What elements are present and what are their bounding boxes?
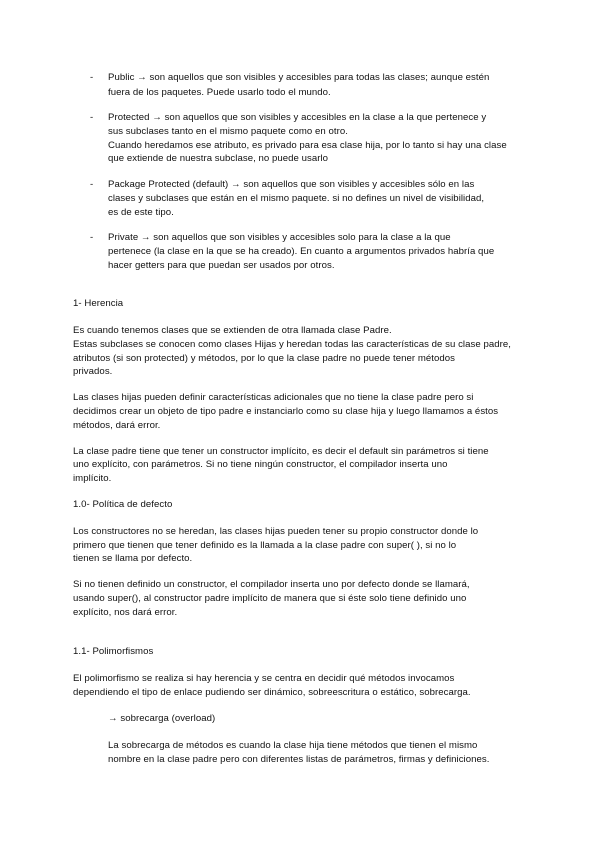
bullet-private-line-1: Private → son aquellos que son visibles y accesibles solo para la clase a la que: [108, 232, 451, 243]
bullet-marker: -: [90, 232, 94, 243]
herencia-p2-line-1: Las clases hijas pueden definir características adicionales que no tiene la clase padre pero si: [73, 392, 474, 403]
politica-p1-line-3: tienen se llama por defecto.: [73, 553, 193, 564]
bullet-marker: -: [90, 179, 94, 190]
bullet-marker: -: [90, 72, 94, 83]
bullet-protected-line-4: que extiende de nuestra subclase, no puede usarlo: [108, 153, 329, 164]
bullet-package-line-2: clases y subclases que están en el mismo paquete. si no defines un nivel de visibilidad,: [108, 193, 485, 204]
herencia-p3-line-2: uno explícito, con parámetros. Si no tiene ningún constructor, el compilador inserta uno: [73, 459, 448, 470]
bullet-marker: -: [90, 112, 94, 123]
politica-p1-line-1: Los constructores no se heredan, las clases hijas pueden tener su propio constructor donde lo: [73, 526, 479, 537]
herencia-p3-line-3: implícito.: [73, 473, 112, 484]
bullet-private-line-3: hacer getters para que puedan ser usados por otros.: [108, 260, 335, 271]
politica-p2-line-3: explícito, nos dará error.: [73, 607, 178, 618]
sobrecarga-line-1: La sobrecarga de métodos es cuando la clase hija tiene métodos que tienen el mismo: [108, 740, 478, 751]
bullet-protected-line-1: Protected → son aquellos que son visibles y accesibles en la clase a la que pertenece y: [108, 112, 487, 123]
polimorfismo-p1-line-1: El polimorfismo se realiza si hay herencia y se centra en decidir qué métodos invocamos: [73, 673, 455, 684]
herencia-p2-line-3: métodos, dará error.: [73, 420, 161, 431]
bullet-protected-line-2: sus subclases tanto en el mismo paquete como en otro.: [108, 126, 348, 137]
subheading-sobrecarga: → sobrecarga (overload): [108, 713, 216, 724]
herencia-p3-line-1: La clase padre tiene que tener un constructor implícito, es decir el default sin parámetros si tiene: [73, 446, 489, 457]
polimorfismo-p1-line-2: dependiendo el tipo de enlace pudiendo ser dinámico, sobreescritura o estático, sobrecarga.: [73, 687, 471, 698]
herencia-p1-line-1: Es cuando tenemos clases que se extienden de otra llamada clase Padre.: [73, 325, 392, 336]
politica-p1-line-2: primero que tienen que tener definido es la llamada a la clase padre con super( ), si no lo: [73, 540, 457, 551]
herencia-p1-line-2: Estas subclases se conocen como clases Hijas y heredan todas las características de su clase padre,: [73, 339, 511, 350]
bullet-public-line-2: fuera de los paquetes. Puede usarlo todo el mundo.: [108, 87, 331, 98]
bullet-private-line-2: pertenece (la clase en la que se ha creado). En cuanto a argumentos privados habría que: [108, 246, 495, 257]
sobrecarga-line-2: nombre en la clase padre pero con diferentes listas de parámetros, firmas y definiciones.: [108, 754, 490, 765]
bullet-package-line-1: Package Protected (default) → son aquellos que son visibles y accesibles sólo en las: [108, 179, 475, 190]
section-heading-herencia: 1- Herencia: [73, 298, 124, 309]
section-heading-polimorfismos: 1.1- Polimorfismos: [73, 646, 154, 657]
bullet-public-line-1: Public → son aquellos que son visibles y accesibles para todas las clases; aunque estén: [108, 72, 490, 83]
herencia-p2-line-2: decidimos crear un objeto de tipo padre e instanciarlo como su clase hija y luego llamamos a éstos: [73, 406, 499, 417]
politica-p2-line-2: usando super(), al constructor padre implícito de manera que si éste solo tiene definido uno: [73, 593, 467, 604]
herencia-p1-line-4: privados.: [73, 366, 113, 377]
section-heading-politica: 1.0- Política de defecto: [73, 499, 173, 510]
herencia-p1-line-3: atributos (si son protected) y métodos, por lo que la clase padre no puede tener métodos: [73, 353, 455, 364]
bullet-protected-line-3: Cuando heredamos ese atributo, es privado para esa clase hija, por lo tanto si hay una clase: [108, 140, 507, 151]
politica-p2-line-1: Si no tienen definido un constructor, el compilador inserta uno por defecto donde se llamará,: [73, 579, 470, 590]
bullet-package-line-3: es de este tipo.: [108, 207, 174, 218]
